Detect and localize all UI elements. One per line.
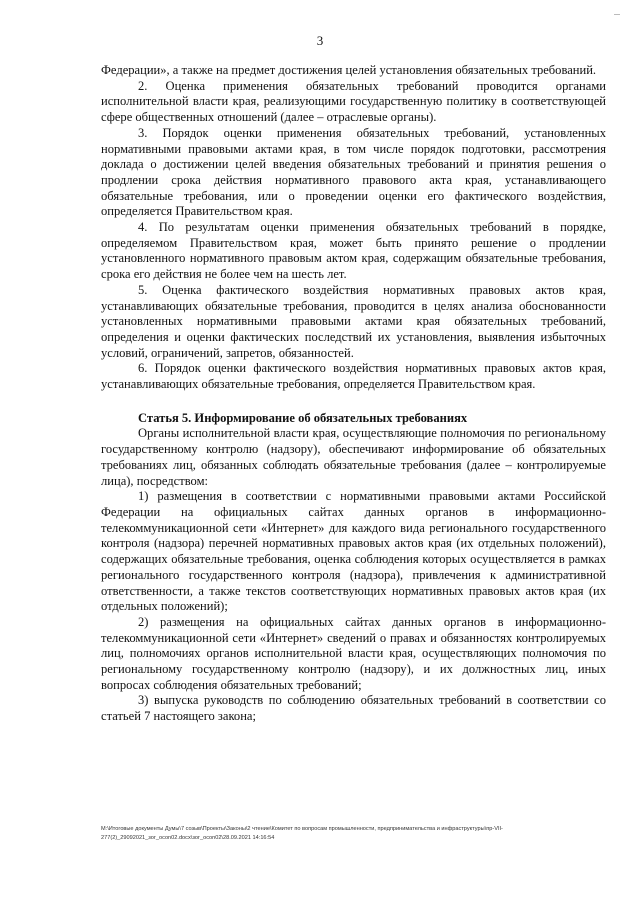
footer-line-2: 277(2)_29092021_зог_ocon02.docx\зог_ocon02\28.09.2021 14:16:54 xyxy=(101,835,275,841)
article-item-1: 1) размещения в соответствии с нормативными правовыми актами Российской Федерации на официальных сайтах данных органов в информационно-телекоммуникационной сети «Интернет» для каждого вида регионального государственного контроля (надзора) перечней нормативных правовых актов края (их отдельных положений), содержащих обязательные требования, оценка соблюдения которых осуществляется в рамках регионального государственного контроля (надзора), привлечения к административной ответственности, а также текстов соответствующих нормативных правовых актов края (их отдельных положений); xyxy=(101,489,606,614)
paragraph-item-5: 5. Оценка фактического воздействия нормативных правовых актов края, устанавливающих обязательные требования, проводится в целях анализа обоснованности установленных нормативными правовыми актами края обязательных требований, определения и оценки фактических последствий их установления, выявления избыточных условий, ограничений, запретов, обязанностей. xyxy=(101,282,606,360)
paragraph-continuation: Федерации», а также на предмет достижения целей установления обязательных требований. xyxy=(101,63,597,77)
article-intro: Органы исполнительной власти края, осуществляющие полномочия по региональному государственному контролю (надзору), обеспечивают информирование об обязательных требованиях лиц, обязанных соблюдать обязательные требования (далее – контролируемые лица), посредством: xyxy=(101,426,606,488)
paragraph-item-2: 2. Оценка применения обязательных требований проводится органами исполнительной власти края, реализующими государственную политику в соответствующей сфере общественных отношений (далее – отраслевые органы). xyxy=(101,78,606,125)
paragraph-item-6: 6. Порядок оценки фактического воздействия нормативных правовых актов края, устанавливающих обязательные требования, определяется Правительством края. xyxy=(101,361,606,392)
scan-mark xyxy=(614,14,620,15)
page-number: 3 xyxy=(316,33,324,48)
paragraph-item-3: 3. Порядок оценки применения обязательных требований, установленных нормативными правовыми актами края, в том числе порядок подготовки, рассмотрения доклада о достижении целей введения обязательных требований и принятия решения о продлении срока действия нормативного правового акта края, устанавливающего обязательные требования, или о проведении оценки его фактического воздействия, определяется Правительством края. xyxy=(101,125,606,219)
document-body xyxy=(101,63,606,725)
paragraph-item-4: 4. По результатам оценки применения обязательных требований в порядке, определяемом Правительством края, может быть принято решение о продлении установленного нормативного правовым актом края, содержащим обязательные требования, срока его действия не более чем на шесть лет. xyxy=(101,220,606,282)
file-path-footer xyxy=(101,825,611,843)
footer-line-1: M:\Итоговые документы Думы\7 созыв\Проекты\Законы\2 чтение\Комитет по вопросам промышленности, предпринимательства и инфраструктуры\пр-VII- xyxy=(101,826,503,832)
article-item-3: 3) выпуска руководств по соблюдению обязательных требований в соответствии со статьей 7 настоящего закона; xyxy=(101,693,606,724)
article-heading: Статья 5. Информирование об обязательных требованиях xyxy=(138,410,468,425)
article-item-2: 2) размещения на официальных сайтах данных органов в информационно-телекоммуникационной сети «Интернет» сведений о правах и обязанностях контролируемых лиц, полномочиях органов исполнительной власти края, осуществляющих полномочия по региональному государственному контролю (надзору), и их должностных лиц, иных вопросах соблюдения обязательных требований; xyxy=(101,614,606,692)
